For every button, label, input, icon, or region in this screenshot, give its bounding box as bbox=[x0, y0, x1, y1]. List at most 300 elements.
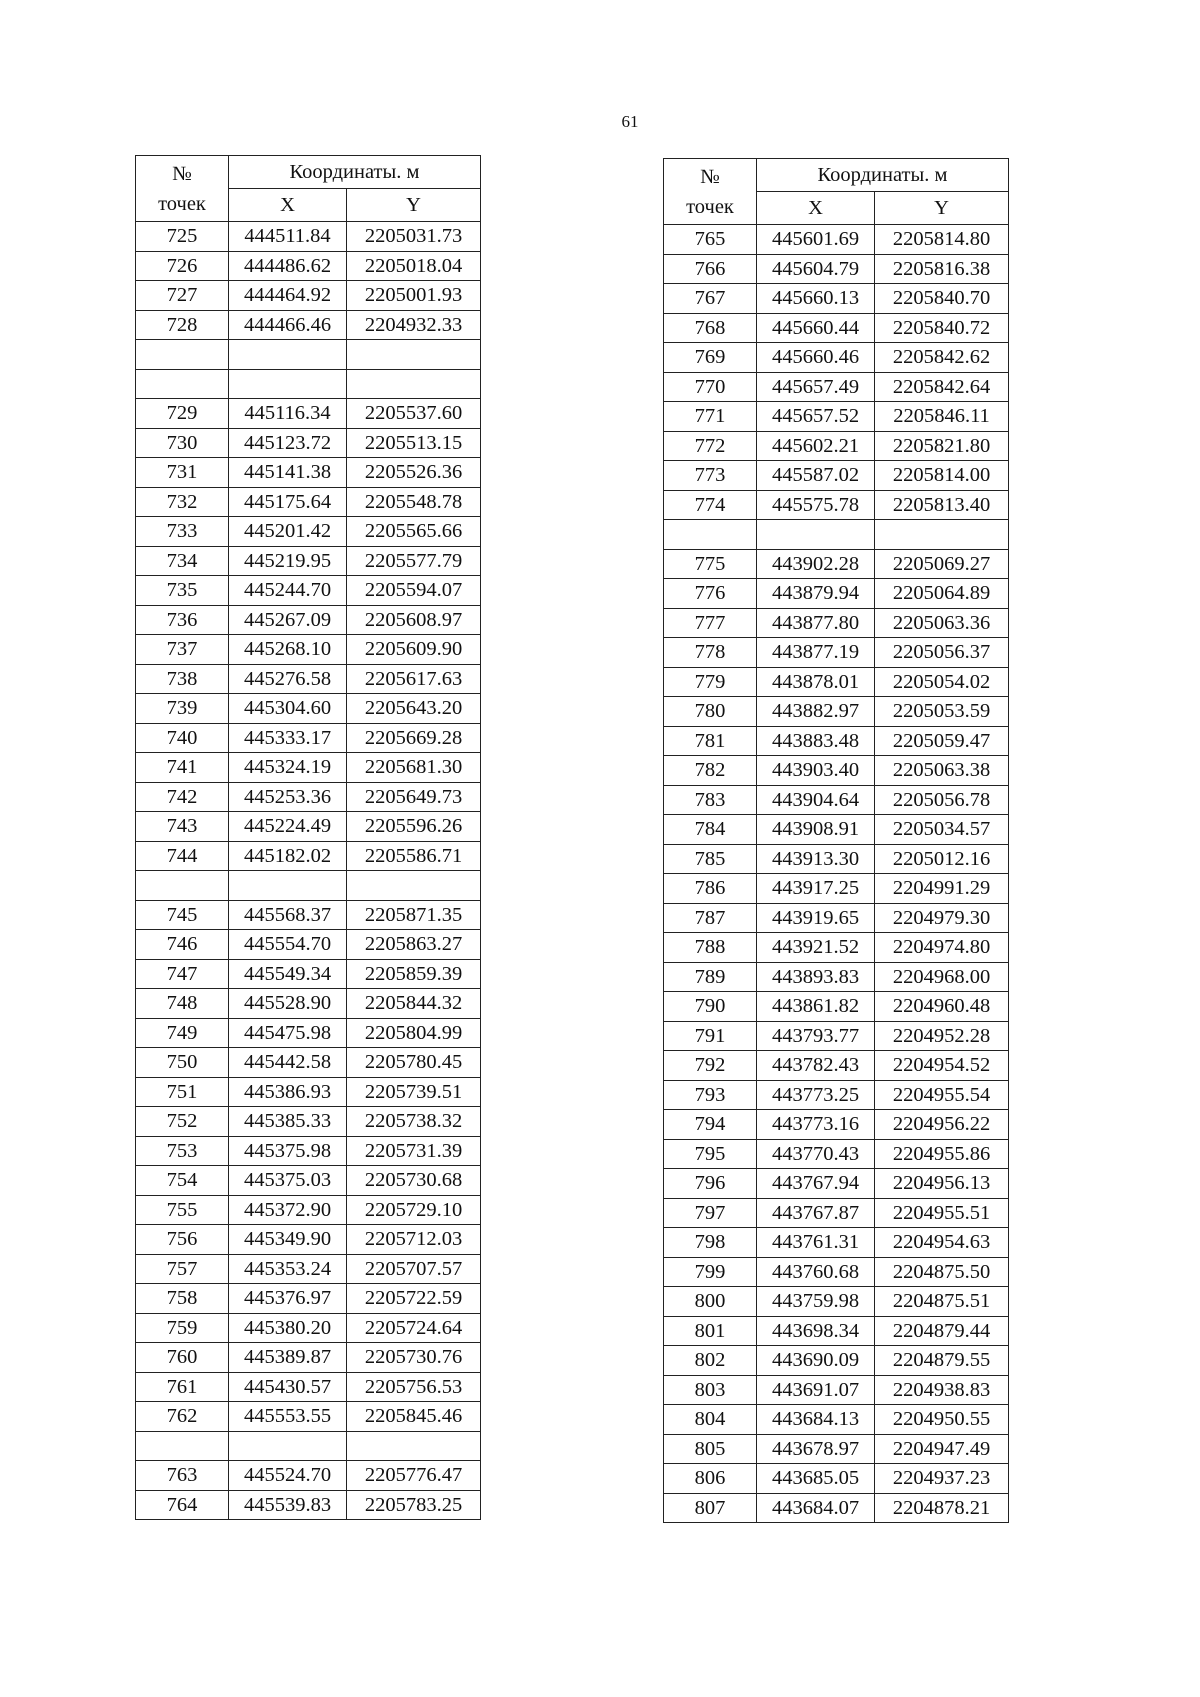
y-coordinate-cell: 2205783.25 bbox=[347, 1490, 481, 1520]
x-coordinate-cell: 445602.21 bbox=[757, 431, 875, 461]
y-coordinate-cell bbox=[347, 369, 481, 399]
point-number-cell: 736 bbox=[136, 605, 229, 635]
y-coordinate-cell: 2205845.46 bbox=[347, 1402, 481, 1432]
x-coordinate-cell: 445442.58 bbox=[229, 1048, 347, 1078]
y-coordinate-cell: 2205001.93 bbox=[347, 281, 481, 311]
x-coordinate-cell: 443882.97 bbox=[757, 697, 875, 727]
y-coordinate-cell: 2205069.27 bbox=[875, 549, 1009, 579]
y-coordinate-cell: 2205577.79 bbox=[347, 546, 481, 576]
y-coordinate-cell: 2205617.63 bbox=[347, 664, 481, 694]
y-coordinate-cell: 2204974.80 bbox=[875, 933, 1009, 963]
table-row bbox=[664, 903, 1009, 933]
x-coordinate-cell: 445375.98 bbox=[229, 1136, 347, 1166]
point-number-cell: 770 bbox=[664, 372, 757, 402]
point-number-cell: 728 bbox=[136, 310, 229, 340]
x-coordinate-cell: 445267.09 bbox=[229, 605, 347, 635]
x-coordinate-cell: 445380.20 bbox=[229, 1313, 347, 1343]
point-number-cell: 775 bbox=[664, 549, 757, 579]
y-coordinate-cell: 2204875.50 bbox=[875, 1257, 1009, 1287]
y-coordinate-cell: 2205731.39 bbox=[347, 1136, 481, 1166]
point-number-cell: 749 bbox=[136, 1018, 229, 1048]
x-coordinate-cell: 445587.02 bbox=[757, 461, 875, 491]
x-coordinate-cell: 445372.90 bbox=[229, 1195, 347, 1225]
table-row bbox=[136, 900, 481, 930]
x-coordinate-cell: 445123.72 bbox=[229, 428, 347, 458]
point-number-cell: 786 bbox=[664, 874, 757, 904]
table-row bbox=[136, 1254, 481, 1284]
x-coordinate-cell: 443919.65 bbox=[757, 903, 875, 933]
y-coordinate-cell: 2205054.02 bbox=[875, 667, 1009, 697]
x-coordinate-cell: 443861.82 bbox=[757, 992, 875, 1022]
table-row bbox=[136, 812, 481, 842]
y-coordinate-cell: 2205840.70 bbox=[875, 284, 1009, 314]
table-row bbox=[136, 340, 481, 370]
x-coordinate-cell bbox=[229, 871, 347, 901]
y-coordinate-cell: 2205756.53 bbox=[347, 1372, 481, 1402]
point-number-cell: 740 bbox=[136, 723, 229, 753]
table-row bbox=[136, 1284, 481, 1314]
table-row bbox=[664, 520, 1009, 550]
x-coordinate-cell: 443877.19 bbox=[757, 638, 875, 668]
x-coordinate-cell: 445253.36 bbox=[229, 782, 347, 812]
x-coordinate-cell: 445657.52 bbox=[757, 402, 875, 432]
point-number-cell: 754 bbox=[136, 1166, 229, 1196]
y-coordinate-cell: 2204991.29 bbox=[875, 874, 1009, 904]
x-coordinate-cell: 445430.57 bbox=[229, 1372, 347, 1402]
table-row bbox=[664, 1405, 1009, 1435]
point-number-cell: 726 bbox=[136, 251, 229, 281]
x-coordinate-cell: 443773.25 bbox=[757, 1080, 875, 1110]
point-number-cell: 785 bbox=[664, 844, 757, 874]
table-row bbox=[136, 1136, 481, 1166]
point-number-cell: 804 bbox=[664, 1405, 757, 1435]
table-row bbox=[664, 313, 1009, 343]
x-coordinate-cell: 443908.91 bbox=[757, 815, 875, 845]
table-row bbox=[664, 1080, 1009, 1110]
y-coordinate-cell: 2205063.36 bbox=[875, 608, 1009, 638]
point-number-cell: 772 bbox=[664, 431, 757, 461]
point-number-cell: 784 bbox=[664, 815, 757, 845]
point-number-cell: 762 bbox=[136, 1402, 229, 1432]
y-coordinate-cell: 2205034.57 bbox=[875, 815, 1009, 845]
point-number-cell: 807 bbox=[664, 1493, 757, 1523]
table-row bbox=[664, 962, 1009, 992]
table-row bbox=[136, 546, 481, 576]
table-row bbox=[136, 782, 481, 812]
x-coordinate-cell: 444466.46 bbox=[229, 310, 347, 340]
x-coordinate-cell: 445324.19 bbox=[229, 753, 347, 783]
table-row bbox=[664, 1375, 1009, 1405]
point-number-cell: 741 bbox=[136, 753, 229, 783]
point-number-header bbox=[664, 159, 757, 225]
table-row bbox=[136, 487, 481, 517]
point-number-cell: 737 bbox=[136, 635, 229, 665]
x-coordinate-cell: 444486.62 bbox=[229, 251, 347, 281]
x-coordinate-cell: 445268.10 bbox=[229, 635, 347, 665]
point-number-cell: 769 bbox=[664, 343, 757, 373]
point-number-cell: 773 bbox=[664, 461, 757, 491]
point-number-cell: 806 bbox=[664, 1464, 757, 1494]
table-row bbox=[136, 930, 481, 960]
y-coordinate-cell: 2205649.73 bbox=[347, 782, 481, 812]
x-coordinate-cell: 443879.94 bbox=[757, 579, 875, 609]
table-row bbox=[136, 222, 481, 252]
point-number-cell: 755 bbox=[136, 1195, 229, 1225]
point-number-cell bbox=[664, 520, 757, 550]
x-coordinate-cell: 443773.16 bbox=[757, 1110, 875, 1140]
table-row bbox=[664, 284, 1009, 314]
x-coordinate-cell: 443917.25 bbox=[757, 874, 875, 904]
y-coordinate-cell: 2205724.64 bbox=[347, 1313, 481, 1343]
point-number-cell: 780 bbox=[664, 697, 757, 727]
y-coordinate-cell: 2204955.54 bbox=[875, 1080, 1009, 1110]
y-coordinate-cell: 2205821.80 bbox=[875, 431, 1009, 461]
y-coordinate-cell: 2205844.32 bbox=[347, 989, 481, 1019]
coordinates-header: Координаты. м bbox=[229, 156, 481, 189]
y-coordinate-cell: 2205669.28 bbox=[347, 723, 481, 753]
y-coordinate-cell: 2205804.99 bbox=[347, 1018, 481, 1048]
table-row bbox=[664, 431, 1009, 461]
table-row bbox=[664, 1346, 1009, 1376]
point-number-cell: 753 bbox=[136, 1136, 229, 1166]
point-number-cell: 777 bbox=[664, 608, 757, 638]
y-header: Y bbox=[875, 192, 1009, 225]
x-coordinate-cell: 445549.34 bbox=[229, 959, 347, 989]
point-number-cell: 742 bbox=[136, 782, 229, 812]
x-coordinate-cell: 443685.05 bbox=[757, 1464, 875, 1494]
table-row bbox=[136, 753, 481, 783]
y-coordinate-cell: 2204879.44 bbox=[875, 1316, 1009, 1346]
x-coordinate-cell: 445539.83 bbox=[229, 1490, 347, 1520]
x-coordinate-cell: 443761.31 bbox=[757, 1228, 875, 1258]
point-number-cell: 751 bbox=[136, 1077, 229, 1107]
y-coordinate-cell: 2204932.33 bbox=[347, 310, 481, 340]
y-coordinate-cell: 2204879.55 bbox=[875, 1346, 1009, 1376]
point-number-cell: 795 bbox=[664, 1139, 757, 1169]
x-coordinate-cell: 445141.38 bbox=[229, 458, 347, 488]
x-coordinate-cell: 445353.24 bbox=[229, 1254, 347, 1284]
table-row bbox=[664, 1198, 1009, 1228]
y-coordinate-cell: 2204950.55 bbox=[875, 1405, 1009, 1435]
point-number-cell: 766 bbox=[664, 254, 757, 284]
y-coordinate-cell: 2205596.26 bbox=[347, 812, 481, 842]
point-number-cell: 747 bbox=[136, 959, 229, 989]
points-label: точек bbox=[158, 192, 206, 215]
table-row bbox=[664, 667, 1009, 697]
y-coordinate-cell: 2205056.78 bbox=[875, 785, 1009, 815]
x-coordinate-cell: 443760.68 bbox=[757, 1257, 875, 1287]
y-coordinate-cell: 2205863.27 bbox=[347, 930, 481, 960]
y-coordinate-cell bbox=[347, 340, 481, 370]
x-coordinate-cell bbox=[229, 369, 347, 399]
point-number-cell: 735 bbox=[136, 576, 229, 606]
x-coordinate-cell: 445660.13 bbox=[757, 284, 875, 314]
point-number-cell: 779 bbox=[664, 667, 757, 697]
y-coordinate-cell: 2205722.59 bbox=[347, 1284, 481, 1314]
table-row bbox=[664, 1110, 1009, 1140]
table-row bbox=[136, 871, 481, 901]
point-number-cell: 792 bbox=[664, 1051, 757, 1081]
table-row bbox=[664, 844, 1009, 874]
table-row bbox=[664, 1051, 1009, 1081]
x-coordinate-cell: 445386.93 bbox=[229, 1077, 347, 1107]
table-row bbox=[664, 638, 1009, 668]
point-number-cell: 725 bbox=[136, 222, 229, 252]
table-row bbox=[664, 1464, 1009, 1494]
table-row bbox=[136, 1018, 481, 1048]
point-number-cell: 768 bbox=[664, 313, 757, 343]
table-row bbox=[664, 579, 1009, 609]
y-coordinate-cell: 2205816.38 bbox=[875, 254, 1009, 284]
point-number-cell: 781 bbox=[664, 726, 757, 756]
y-coordinate-cell: 2204955.86 bbox=[875, 1139, 1009, 1169]
point-number-cell: 793 bbox=[664, 1080, 757, 1110]
x-coordinate-cell: 445376.97 bbox=[229, 1284, 347, 1314]
x-coordinate-cell: 443759.98 bbox=[757, 1287, 875, 1317]
x-coordinate-cell: 443878.01 bbox=[757, 667, 875, 697]
coordinates-table-right bbox=[663, 158, 1009, 1523]
table-row bbox=[136, 576, 481, 606]
x-coordinate-cell: 445601.69 bbox=[757, 225, 875, 255]
page-number: 61 bbox=[621, 112, 639, 131]
table-row bbox=[136, 1402, 481, 1432]
x-coordinate-cell: 443913.30 bbox=[757, 844, 875, 874]
y-coordinate-cell: 2205842.64 bbox=[875, 372, 1009, 402]
y-coordinate-cell: 2205643.20 bbox=[347, 694, 481, 724]
y-coordinate-cell: 2204968.00 bbox=[875, 962, 1009, 992]
x-header: X bbox=[229, 189, 347, 222]
x-coordinate-cell: 443767.94 bbox=[757, 1169, 875, 1199]
x-coordinate-cell: 445660.46 bbox=[757, 343, 875, 373]
x-coordinate-cell: 445553.55 bbox=[229, 1402, 347, 1432]
x-coordinate-cell: 444511.84 bbox=[229, 222, 347, 252]
table-row bbox=[136, 723, 481, 753]
table-row bbox=[136, 1372, 481, 1402]
y-coordinate-cell: 2205707.57 bbox=[347, 1254, 481, 1284]
table-row bbox=[664, 490, 1009, 520]
x-coordinate-cell: 443782.43 bbox=[757, 1051, 875, 1081]
point-number-cell: 782 bbox=[664, 756, 757, 786]
point-number-cell: 739 bbox=[136, 694, 229, 724]
table-row bbox=[664, 1287, 1009, 1317]
x-coordinate-cell: 443684.07 bbox=[757, 1493, 875, 1523]
table-row bbox=[136, 1225, 481, 1255]
x-coordinate-cell: 443793.77 bbox=[757, 1021, 875, 1051]
table-row bbox=[136, 1490, 481, 1520]
point-number-cell: 733 bbox=[136, 517, 229, 547]
y-coordinate-cell: 2204937.23 bbox=[875, 1464, 1009, 1494]
x-coordinate-cell: 445219.95 bbox=[229, 546, 347, 576]
y-coordinate-cell: 2204938.83 bbox=[875, 1375, 1009, 1405]
x-coordinate-cell: 445575.78 bbox=[757, 490, 875, 520]
y-coordinate-cell bbox=[347, 1431, 481, 1461]
table-row bbox=[136, 310, 481, 340]
point-number-cell: 803 bbox=[664, 1375, 757, 1405]
y-coordinate-cell: 2205780.45 bbox=[347, 1048, 481, 1078]
point-number-cell: 788 bbox=[664, 933, 757, 963]
table-row bbox=[136, 369, 481, 399]
x-coordinate-cell: 443691.07 bbox=[757, 1375, 875, 1405]
x-coordinate-cell: 444464.92 bbox=[229, 281, 347, 311]
table-row bbox=[664, 549, 1009, 579]
x-coordinate-cell: 445175.64 bbox=[229, 487, 347, 517]
table-row bbox=[664, 1316, 1009, 1346]
table-row bbox=[136, 517, 481, 547]
table-row bbox=[664, 933, 1009, 963]
table-row bbox=[136, 694, 481, 724]
x-coordinate-cell: 445349.90 bbox=[229, 1225, 347, 1255]
y-coordinate-cell: 2205842.62 bbox=[875, 343, 1009, 373]
y-coordinate-cell: 2205586.71 bbox=[347, 841, 481, 871]
table-row bbox=[136, 664, 481, 694]
y-coordinate-cell: 2205871.35 bbox=[347, 900, 481, 930]
y-coordinate-cell: 2205814.80 bbox=[875, 225, 1009, 255]
y-coordinate-cell: 2205594.07 bbox=[347, 576, 481, 606]
x-coordinate-cell bbox=[229, 1431, 347, 1461]
point-number-cell: 760 bbox=[136, 1343, 229, 1373]
table-row bbox=[664, 608, 1009, 638]
table-row bbox=[664, 1257, 1009, 1287]
x-coordinate-cell: 443883.48 bbox=[757, 726, 875, 756]
x-coordinate-cell bbox=[229, 340, 347, 370]
point-number-cell: 731 bbox=[136, 458, 229, 488]
y-coordinate-cell: 2205063.38 bbox=[875, 756, 1009, 786]
table-row bbox=[664, 726, 1009, 756]
x-coordinate-cell: 445116.34 bbox=[229, 399, 347, 429]
number-sign: № bbox=[700, 165, 720, 188]
y-coordinate-cell: 2205012.16 bbox=[875, 844, 1009, 874]
y-coordinate-cell: 2204878.21 bbox=[875, 1493, 1009, 1523]
y-coordinate-cell: 2204979.30 bbox=[875, 903, 1009, 933]
table-row bbox=[136, 605, 481, 635]
table-row bbox=[664, 254, 1009, 284]
table-row bbox=[136, 458, 481, 488]
x-coordinate-cell: 443698.34 bbox=[757, 1316, 875, 1346]
point-number-cell: 796 bbox=[664, 1169, 757, 1199]
y-coordinate-cell: 2204954.63 bbox=[875, 1228, 1009, 1258]
y-coordinate-cell: 2205776.47 bbox=[347, 1461, 481, 1491]
y-coordinate-cell: 2205730.76 bbox=[347, 1343, 481, 1373]
x-coordinate-cell bbox=[757, 520, 875, 550]
y-coordinate-cell bbox=[347, 871, 481, 901]
point-number-cell: 756 bbox=[136, 1225, 229, 1255]
point-number-cell: 797 bbox=[664, 1198, 757, 1228]
point-number-cell: 805 bbox=[664, 1434, 757, 1464]
y-coordinate-cell: 2205730.68 bbox=[347, 1166, 481, 1196]
y-coordinate-cell: 2205031.73 bbox=[347, 222, 481, 252]
y-coordinate-cell: 2205840.72 bbox=[875, 313, 1009, 343]
coordinates-table-left bbox=[135, 155, 481, 1520]
y-coordinate-cell: 2204875.51 bbox=[875, 1287, 1009, 1317]
table-row bbox=[136, 1431, 481, 1461]
y-coordinate-cell: 2204952.28 bbox=[875, 1021, 1009, 1051]
y-coordinate-cell: 2204956.13 bbox=[875, 1169, 1009, 1199]
point-number-cell: 794 bbox=[664, 1110, 757, 1140]
y-coordinate-cell: 2205608.97 bbox=[347, 605, 481, 635]
point-number-cell: 727 bbox=[136, 281, 229, 311]
table-row bbox=[136, 841, 481, 871]
table-row bbox=[136, 1107, 481, 1137]
y-coordinate-cell: 2205859.39 bbox=[347, 959, 481, 989]
x-coordinate-cell: 445524.70 bbox=[229, 1461, 347, 1491]
point-number-cell: 774 bbox=[664, 490, 757, 520]
table-row bbox=[136, 1077, 481, 1107]
x-coordinate-cell: 443893.83 bbox=[757, 962, 875, 992]
point-number-cell: 745 bbox=[136, 900, 229, 930]
point-number-cell: 771 bbox=[664, 402, 757, 432]
table-row bbox=[136, 399, 481, 429]
x-coordinate-cell: 445528.90 bbox=[229, 989, 347, 1019]
y-coordinate-cell: 2205059.47 bbox=[875, 726, 1009, 756]
point-number-cell: 752 bbox=[136, 1107, 229, 1137]
point-number-cell: 746 bbox=[136, 930, 229, 960]
y-coordinate-cell: 2205548.78 bbox=[347, 487, 481, 517]
x-coordinate-cell: 445224.49 bbox=[229, 812, 347, 842]
table-row bbox=[664, 1493, 1009, 1523]
table-row bbox=[136, 989, 481, 1019]
point-number-cell: 776 bbox=[664, 579, 757, 609]
table-row bbox=[136, 1195, 481, 1225]
x-coordinate-cell: 443770.43 bbox=[757, 1139, 875, 1169]
table-row bbox=[664, 785, 1009, 815]
y-header: Y bbox=[347, 189, 481, 222]
point-number-cell: 743 bbox=[136, 812, 229, 842]
point-number-cell: 730 bbox=[136, 428, 229, 458]
y-coordinate-cell: 2205814.00 bbox=[875, 461, 1009, 491]
table-row bbox=[664, 1434, 1009, 1464]
x-coordinate-cell: 445657.49 bbox=[757, 372, 875, 402]
table-row bbox=[664, 756, 1009, 786]
y-coordinate-cell: 2205053.59 bbox=[875, 697, 1009, 727]
table-row bbox=[664, 697, 1009, 727]
point-number-cell: 798 bbox=[664, 1228, 757, 1258]
y-coordinate-cell: 2205565.66 bbox=[347, 517, 481, 547]
table-row bbox=[664, 815, 1009, 845]
y-coordinate-cell: 2205729.10 bbox=[347, 1195, 481, 1225]
point-number-cell: 738 bbox=[136, 664, 229, 694]
point-number-cell bbox=[136, 1431, 229, 1461]
x-coordinate-cell: 443921.52 bbox=[757, 933, 875, 963]
x-coordinate-cell: 445375.03 bbox=[229, 1166, 347, 1196]
x-coordinate-cell: 445201.42 bbox=[229, 517, 347, 547]
x-coordinate-cell: 443767.87 bbox=[757, 1198, 875, 1228]
y-coordinate-cell bbox=[875, 520, 1009, 550]
x-coordinate-cell: 445304.60 bbox=[229, 694, 347, 724]
point-number-cell bbox=[136, 369, 229, 399]
x-coordinate-cell: 445182.02 bbox=[229, 841, 347, 871]
y-coordinate-cell: 2205018.04 bbox=[347, 251, 481, 281]
point-number-cell: 748 bbox=[136, 989, 229, 1019]
x-coordinate-cell: 443902.28 bbox=[757, 549, 875, 579]
table-row bbox=[664, 1228, 1009, 1258]
y-coordinate-cell: 2205712.03 bbox=[347, 1225, 481, 1255]
table-row bbox=[664, 874, 1009, 904]
table-row bbox=[136, 251, 481, 281]
y-coordinate-cell: 2205739.51 bbox=[347, 1077, 481, 1107]
point-number-cell: 799 bbox=[664, 1257, 757, 1287]
table-row bbox=[136, 1343, 481, 1373]
point-number-cell: 729 bbox=[136, 399, 229, 429]
point-number-cell: 789 bbox=[664, 962, 757, 992]
point-number-cell: 778 bbox=[664, 638, 757, 668]
point-number-cell: 767 bbox=[664, 284, 757, 314]
point-number-cell: 763 bbox=[136, 1461, 229, 1491]
x-coordinate-cell: 443690.09 bbox=[757, 1346, 875, 1376]
table-row bbox=[664, 402, 1009, 432]
x-coordinate-cell: 445568.37 bbox=[229, 900, 347, 930]
point-number-cell: 783 bbox=[664, 785, 757, 815]
x-coordinate-cell: 445554.70 bbox=[229, 930, 347, 960]
